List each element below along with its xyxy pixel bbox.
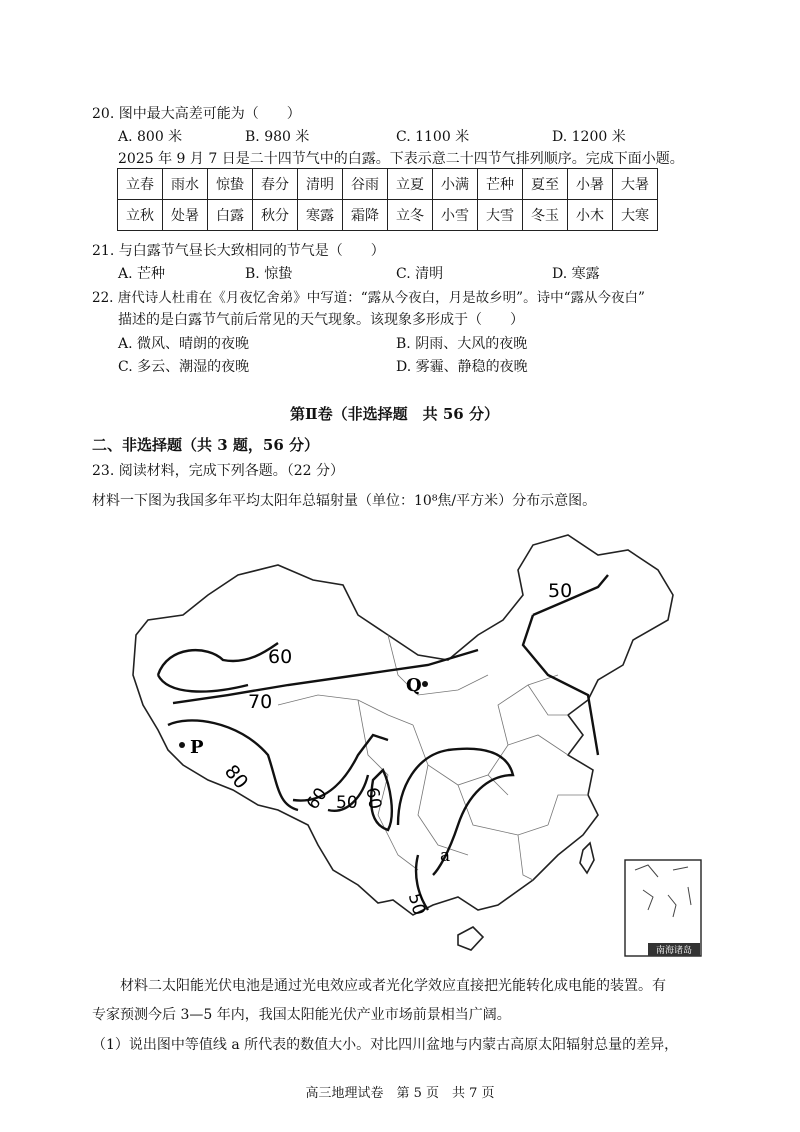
- table-cell: 冬玉: [523, 200, 568, 231]
- table-intro: 2025 年 9 月 7 日是二十四节气中的白露。下表示意二十四节气排列顺序。完成下面小题。: [118, 151, 684, 167]
- q21-option-b: B. 惊蛰: [245, 266, 293, 282]
- q22-option-c: C. 多云、潮湿的夜晚: [118, 359, 250, 375]
- q22-option-a: A. 微风、晴朗的夜晚: [118, 336, 250, 352]
- q22-option-d: D. 雾霾、静稳的夜晚: [396, 359, 528, 375]
- q20-option-a: A. 800 米: [118, 129, 183, 145]
- table-cell: 白露: [208, 200, 253, 231]
- isoline-label-80: 80: [219, 760, 253, 794]
- table-cell: 大雪: [478, 200, 523, 231]
- isoline-label-50-sw: 50: [336, 793, 358, 813]
- table-cell: 处暑: [163, 200, 208, 231]
- point-p-label: P: [190, 737, 204, 758]
- table-cell: 小木: [568, 200, 613, 231]
- q20-option-b: B. 980 米: [245, 129, 310, 145]
- table-cell: 小雪: [433, 200, 478, 231]
- table-cell: 谷雨: [343, 169, 388, 200]
- table-cell: 霜降: [343, 200, 388, 231]
- isoline-label-60-sichuan: 60: [361, 785, 385, 811]
- point-p-marker: [179, 742, 185, 748]
- table-cell: 惊蛰: [208, 169, 253, 200]
- isoline-label-60-sw: 60: [302, 784, 332, 814]
- point-q-marker: [422, 681, 428, 687]
- isoline-a-label: a: [440, 846, 451, 866]
- solar-terms-table: [117, 168, 658, 231]
- isoline-label-70: 70: [248, 691, 273, 713]
- point-q-label: Q: [406, 675, 422, 696]
- q20-option-c: C. 1100 米: [396, 129, 470, 145]
- table-cell: 小满: [433, 169, 478, 200]
- inset-label: 南海诸岛: [655, 946, 693, 956]
- province-borders: [278, 635, 588, 880]
- q21-stem: 21. 与白露节气昼长大致相同的节气是（ ）: [92, 243, 385, 259]
- isolines: [158, 575, 608, 910]
- table-cell: 春分: [253, 169, 298, 200]
- table-row: [118, 200, 658, 231]
- part2-title: 第Ⅱ卷（非选择题 共 56 分）: [290, 405, 499, 423]
- isoline-label-50-ne: 50: [548, 580, 573, 602]
- table-cell: 立秋: [118, 200, 163, 231]
- table-cell: 小暑: [568, 169, 613, 200]
- q20-option-d: D. 1200 米: [552, 129, 626, 145]
- q22-stem-line2: 描述的是白露节气前后常见的天气现象。该现象多形成于（ ）: [118, 312, 524, 328]
- table-cell: 芒种: [478, 169, 523, 200]
- q23-material2-line1: 材料二太阳能光伏电池是通过光电效应或者光化学效应直接把光能转化成电能的装置。有: [92, 978, 666, 994]
- q23-subquestion-1: （1）说出图中等值线 a 所代表的数值大小。对比四川盆地与内蒙古高原太阳辐射总量的差异，: [92, 1037, 679, 1053]
- q20-stem: 20. 图中最大高差可能为（ ）: [92, 106, 301, 122]
- section-title: 二、非选择题（共 3 题，56 分）: [92, 436, 319, 454]
- q21-option-a: A. 芒种: [118, 266, 166, 282]
- table-cell: 夏至: [523, 169, 568, 200]
- table-cell: 清明: [298, 169, 343, 200]
- isoline-label-50-south: 50: [403, 891, 429, 918]
- q22-stem-line1: 22. 唐代诗人杜甫在《月夜忆舍弟》中写道：“露从今夜白，月是故乡明”。诗中“露从今夜白”: [92, 290, 645, 306]
- q23-material1: 材料一下图为我国多年平均太阳年总辐射量（单位：10⁸焦/平方米）分布示意图。: [92, 493, 597, 509]
- page-footer: 高三地理试卷 第 5 页 共 7 页: [305, 1086, 495, 1101]
- isoline-label-60-nw: 60: [268, 646, 293, 668]
- table-cell: 大暑: [613, 169, 658, 200]
- q23-material2-line2: 专家预测今后 3—5 年内，我国太阳能光伏产业市场前景相当广阔。: [92, 1007, 511, 1023]
- china-outline: [133, 535, 673, 950]
- q22-option-b: B. 阴雨、大风的夜晚: [396, 336, 528, 352]
- table-cell: 立冬: [388, 200, 433, 231]
- table-cell: 立春: [118, 169, 163, 200]
- solar-radiation-map: [128, 525, 710, 963]
- q23-stem: 23. 阅读材料，完成下列各题。（22 分）: [92, 463, 344, 479]
- q21-option-d: D. 寒露: [552, 266, 600, 282]
- table-cell: 立夏: [388, 169, 433, 200]
- south-china-sea-inset: [625, 860, 701, 956]
- table-row: [118, 169, 658, 200]
- table-cell: 秋分: [253, 200, 298, 231]
- table-cell: 雨水: [163, 169, 208, 200]
- table-cell: 大寒: [613, 200, 658, 231]
- q21-option-c: C. 清明: [396, 266, 444, 282]
- table-cell: 寒露: [298, 200, 343, 231]
